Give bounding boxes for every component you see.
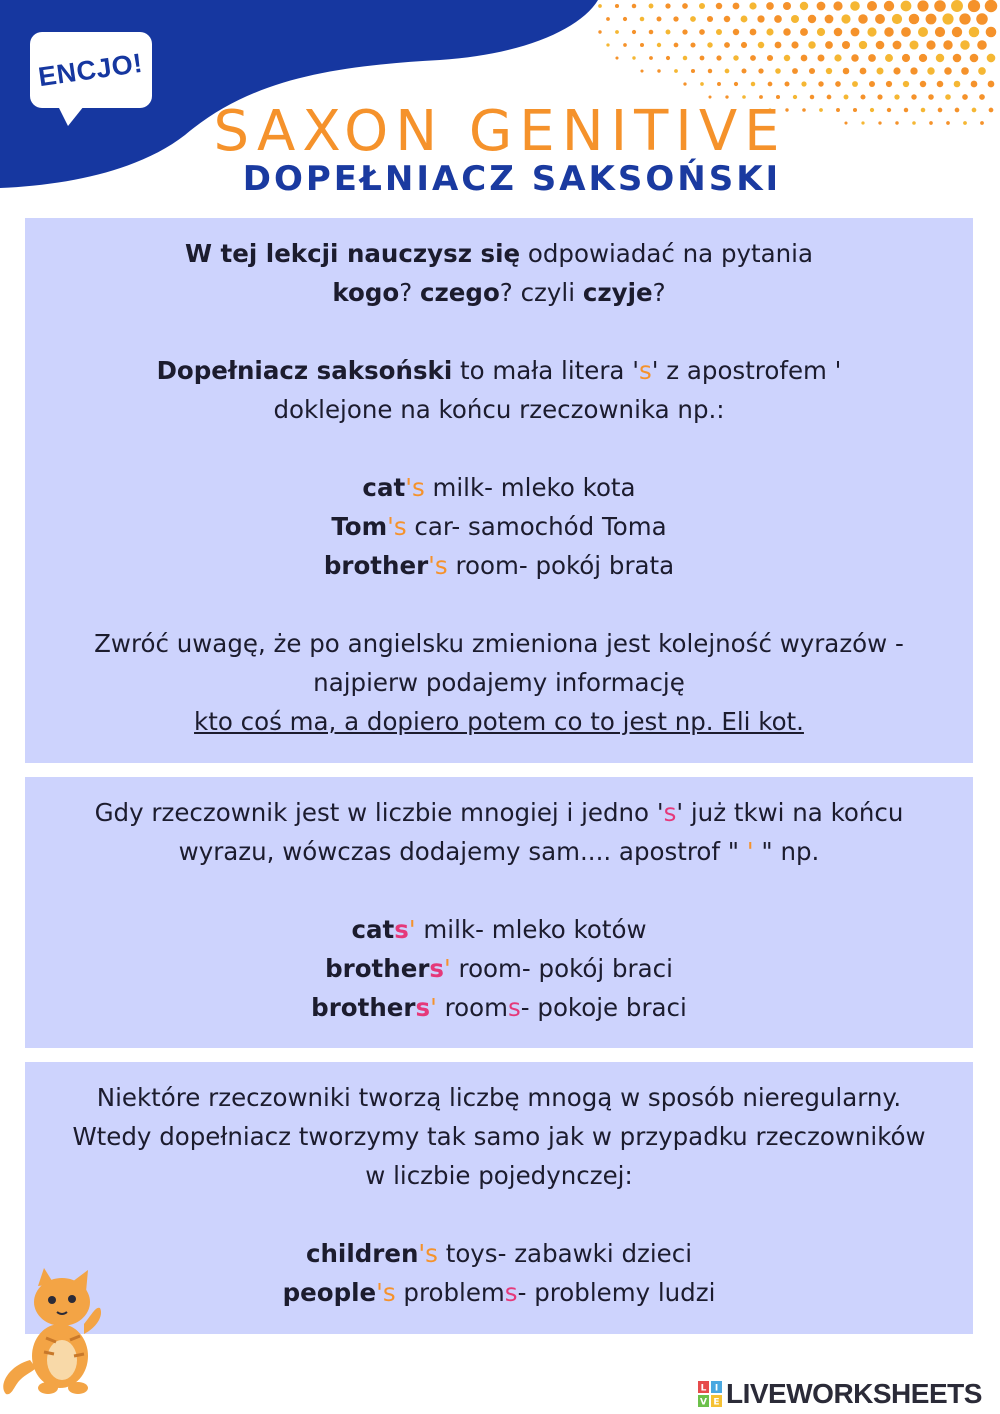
plural-s: s — [429, 954, 444, 983]
decor-dot — [801, 55, 808, 62]
liveworksheets-logo — [698, 1378, 982, 1410]
decor-dot — [666, 30, 671, 35]
decor-dot — [632, 56, 635, 59]
decor-dot — [649, 4, 654, 9]
decor-dot — [724, 16, 731, 23]
page-title: SAXON GENITIVE — [213, 99, 787, 164]
decor-dot — [875, 14, 885, 24]
decor-dot — [793, 95, 797, 99]
cat-eye-right — [68, 1295, 76, 1303]
definition-s-letter: s — [638, 356, 652, 385]
decor-dot — [937, 81, 944, 88]
decor-dot — [818, 81, 823, 86]
example-line — [25, 468, 973, 507]
decor-dot — [606, 17, 610, 21]
example-line — [25, 507, 973, 546]
decor-dot — [903, 81, 909, 87]
decor-dot — [971, 81, 978, 88]
decor-dot — [666, 56, 670, 60]
decor-dot — [961, 67, 969, 75]
decor-dot — [959, 13, 970, 24]
intro-punct: ? — [399, 278, 421, 307]
definition-line-1 — [25, 351, 973, 390]
cat-eye-left — [48, 1296, 56, 1304]
note-line-1: Zwróć uwagę, że po angielsku zmieniona jest kolejność wyrazów - — [94, 629, 904, 658]
example-word: brother — [325, 954, 430, 983]
decor-dot — [978, 67, 986, 75]
decor-dot — [859, 41, 867, 49]
decor-dot — [657, 43, 661, 47]
plural-panel — [25, 777, 973, 1048]
decor-dot — [970, 54, 979, 63]
decor-dot — [969, 27, 980, 38]
decor-dot — [867, 27, 876, 36]
decor-dot — [927, 67, 934, 74]
intro-czyli: ? czyli — [499, 278, 583, 307]
decor-dot — [986, 27, 997, 38]
cat-head — [34, 1278, 90, 1326]
decor-dot — [901, 27, 911, 37]
question-kogo: kogo — [332, 278, 400, 307]
decor-dot — [733, 29, 739, 35]
intro-panel — [25, 218, 973, 763]
definition-text: to mała litera ' — [452, 356, 639, 385]
decor-dot — [673, 16, 678, 21]
liveworksheets-brand: LIVEWORKSHEETS — [726, 1378, 982, 1409]
decor-dot — [741, 68, 746, 73]
block-letter: V — [700, 1397, 707, 1407]
decor-dot — [945, 94, 951, 100]
decor-dot — [920, 81, 926, 87]
decor-dot — [699, 3, 705, 9]
example-line — [25, 1273, 973, 1312]
intro-line-1 — [25, 234, 973, 273]
apostrophe-mark: ' — [746, 837, 754, 866]
decor-dot — [632, 4, 637, 9]
genitive-mark: 's — [376, 1278, 396, 1307]
decor-dot — [852, 81, 858, 87]
cat-foot-left — [38, 1382, 58, 1394]
decor-dot — [860, 94, 865, 99]
decor-dot — [817, 2, 826, 11]
decor-dot — [884, 27, 893, 36]
note-line-3-underlined: kto coś ma, a dopiero potem co to jest np. Eli kot. — [194, 707, 804, 736]
decor-dot — [808, 15, 816, 23]
decor-dot — [953, 54, 962, 63]
block-letter: L — [700, 1383, 707, 1394]
decor-dot — [734, 82, 738, 86]
decor-dot — [834, 54, 841, 61]
decor-dot — [682, 3, 688, 9]
rule-s-letter: s — [663, 798, 677, 827]
example-line — [25, 910, 973, 949]
decor-dot — [758, 42, 765, 49]
decor-dot — [716, 29, 722, 35]
decor-dot — [725, 69, 730, 74]
decor-dot — [877, 68, 884, 75]
plural-rule-line-1 — [25, 793, 973, 832]
decor-dot — [825, 15, 834, 24]
decor-dot — [657, 69, 660, 72]
plural-s: s — [508, 993, 521, 1022]
apostrophe-mark: ' — [444, 954, 451, 983]
decor-dot — [683, 82, 686, 85]
decor-dot — [935, 27, 945, 37]
decor-dot — [850, 1, 860, 11]
decor-dot — [884, 1, 894, 11]
decor-dot — [834, 28, 843, 37]
decor-dot — [827, 95, 832, 100]
irregular-line-2: Wtedy dopełniacz tworzymy tak samo jak w przypadku rzeczowników — [72, 1122, 926, 1151]
example-translation: - pokoje braci — [520, 993, 687, 1022]
decor-dot — [910, 67, 917, 74]
decor-dot — [893, 67, 900, 74]
decor-dot — [766, 28, 773, 35]
rule-text: ' już tkwi na końcu — [676, 798, 904, 827]
decor-dot — [942, 13, 953, 24]
decor-dot — [741, 16, 748, 23]
decor-dot — [826, 68, 832, 74]
decor-dot — [657, 17, 662, 22]
example-line — [25, 949, 973, 988]
decor-dot — [708, 69, 712, 73]
example-noun: room — [436, 993, 508, 1022]
decor-dot — [928, 94, 934, 100]
decor-dot — [841, 14, 850, 23]
decor-dot — [768, 82, 773, 87]
decor-dot — [750, 55, 756, 61]
decor-dot — [606, 43, 609, 46]
decor-dot — [943, 40, 952, 49]
decor-dot — [962, 94, 968, 100]
apostrophe-mark: ' — [408, 915, 416, 944]
definition-line-2: doklejone na końcu rzeczownika np.: — [273, 395, 725, 424]
decor-dot — [691, 69, 695, 73]
question-czego: czego — [420, 278, 500, 307]
intro-text: odpowiadać na pytania — [520, 239, 813, 268]
example-noun: problem — [395, 1278, 505, 1307]
decor-dot — [757, 15, 764, 22]
decor-dot — [886, 81, 892, 87]
plural-s: s — [504, 1278, 518, 1307]
decor-dot — [800, 2, 808, 10]
decor-dot — [833, 1, 842, 10]
decor-dot — [699, 29, 705, 35]
cat-tail — [3, 1360, 36, 1394]
irregular-line-1: Niektóre rzeczowniki tworzą liczbę mnogą w sposób nieregularny. — [96, 1083, 902, 1112]
example-word: Tom — [331, 512, 388, 541]
decor-dot — [919, 54, 927, 62]
example-word: brother — [323, 551, 429, 580]
genitive-mark: 's — [428, 551, 448, 580]
decor-dot — [892, 14, 902, 24]
irregular-line-3: w liczbie pojedynczej: — [365, 1161, 633, 1190]
decor-dot — [791, 15, 799, 23]
decor-dot — [860, 68, 867, 75]
decor-dot — [707, 16, 713, 22]
decor-dot — [858, 14, 868, 24]
decor-dot — [716, 3, 722, 9]
decor-dot — [741, 42, 747, 48]
block-letter: I — [714, 1383, 719, 1394]
decor-dot — [649, 56, 653, 60]
decor-dot — [724, 42, 730, 48]
decor-dot — [682, 29, 687, 34]
encjo-logo — [30, 32, 152, 108]
example-line — [25, 546, 973, 585]
genitive-mark: 's — [405, 473, 425, 502]
decor-dot — [690, 16, 696, 22]
decor-dot — [968, 0, 980, 12]
decor-dot — [951, 0, 963, 12]
liveworksheets-block-icon — [698, 1381, 722, 1407]
decor-dot — [767, 55, 773, 61]
decor-dot — [976, 13, 988, 25]
decor-dot — [911, 94, 916, 99]
rule-text: Gdy rzeczownik jest w liczbie mnogiej i jedno ' — [94, 798, 664, 827]
example-line — [25, 988, 973, 1027]
decor-dot — [801, 81, 806, 86]
definition-text: ' z apostrofem ' — [651, 356, 842, 385]
decor-dot — [683, 56, 688, 61]
decor-dot — [977, 40, 987, 50]
decor-dot — [774, 15, 782, 23]
page-subtitle: DOPEŁNIACZ SAKSOŃSKI — [242, 159, 782, 199]
example-word: cat — [362, 473, 406, 502]
decor-dot — [902, 54, 910, 62]
decor-dot — [885, 54, 893, 62]
example-translation: car- samochód Toma — [406, 512, 667, 541]
example-translation: room- pokój brata — [447, 551, 675, 580]
decor-dot — [598, 4, 602, 8]
note-line-2: najpierw podajemy informację — [313, 668, 685, 697]
decor-dot — [909, 14, 920, 25]
decor-dot — [783, 2, 791, 10]
decor-dot — [952, 27, 962, 37]
genitive-mark: 's — [418, 1239, 438, 1268]
decor-dot — [867, 1, 877, 11]
decor-dot — [615, 30, 619, 34]
intro-line-2 — [25, 273, 973, 312]
decor-dot — [717, 82, 721, 86]
decor-dot — [783, 28, 791, 36]
decor-dot — [825, 41, 833, 49]
decor-dot — [869, 81, 875, 87]
decor-dot — [674, 43, 679, 48]
decor-dot — [700, 82, 704, 86]
example-word: brother — [311, 993, 416, 1022]
decor-dot — [750, 29, 757, 36]
decor-dot — [791, 41, 798, 48]
decor-dot — [640, 69, 643, 72]
example-translation: toys- zabawki dzieci — [437, 1239, 693, 1268]
rule-text: wyrazu, wówczas dodajemy sam.... apostrof " — [178, 837, 747, 866]
decor-dot — [751, 82, 755, 86]
decor-dot — [733, 55, 738, 60]
decor-dot — [936, 54, 944, 62]
decor-dot — [954, 81, 961, 88]
cat-belly — [47, 1340, 77, 1380]
intro-punct: ? — [652, 278, 666, 307]
decor-dot — [835, 81, 841, 87]
intro-bold: W tej lekcji nauczysz się — [184, 239, 521, 268]
decor-dot — [615, 56, 618, 59]
example-word: children — [305, 1239, 419, 1268]
decor-dot — [894, 94, 899, 99]
example-translation: milk- mleko kotów — [415, 915, 647, 944]
plural-s: s — [394, 915, 409, 944]
decor-dot — [766, 2, 774, 10]
decor-dot — [934, 0, 946, 12]
decor-dot — [598, 30, 601, 33]
decor-dot — [665, 3, 670, 8]
definition-term: Dopełniacz saksoński — [156, 356, 453, 385]
example-word: cat — [351, 915, 395, 944]
decor-dot — [876, 41, 885, 50]
decor-dot — [809, 68, 815, 74]
decor-dot — [810, 95, 815, 100]
decor-dot — [842, 41, 850, 49]
decor-dot — [851, 54, 859, 62]
irregular-plural-panel — [25, 1062, 973, 1334]
decor-dot — [893, 41, 902, 50]
decor-dot — [817, 28, 825, 36]
block-letter: E — [713, 1397, 720, 1407]
decor-dot — [808, 41, 815, 48]
decor-dot — [987, 54, 996, 63]
cat-illustration — [0, 1268, 115, 1398]
decor-dot — [775, 68, 781, 74]
decor-dot — [749, 2, 756, 9]
example-translation: milk- mleko kota — [424, 473, 636, 502]
decor-dot — [733, 3, 740, 10]
decor-dot — [868, 54, 876, 62]
plural-s: s — [415, 993, 431, 1022]
decor-dot — [944, 67, 952, 75]
decor-dot — [926, 40, 935, 49]
decor-dot — [844, 95, 849, 100]
decor-dot — [785, 82, 790, 87]
decor-dot — [985, 0, 998, 12]
decor-dot — [649, 30, 654, 35]
apostrophe-mark: ' — [430, 993, 437, 1022]
decor-dot — [800, 28, 808, 36]
decor-dot — [877, 94, 882, 99]
decor-dot — [640, 43, 644, 47]
decor-dot — [843, 68, 850, 75]
decor-dot — [960, 40, 970, 50]
decor-dot — [926, 14, 937, 25]
decor-dot — [792, 68, 798, 74]
decor-dot — [623, 43, 627, 47]
decor-dot — [818, 55, 825, 62]
logo-text: ENCJO! — [36, 47, 146, 92]
decor-dot — [901, 1, 912, 12]
decor-dot — [918, 27, 928, 37]
example-translation: - problemy ludzi — [517, 1278, 716, 1307]
decor-dot — [632, 30, 636, 34]
decor-dot — [623, 17, 627, 21]
decor-dot — [917, 0, 928, 11]
decor-dot — [640, 17, 645, 22]
rule-text: " np. — [753, 837, 820, 866]
decor-dot — [979, 94, 985, 100]
decor-dot — [707, 42, 712, 47]
decor-dot — [700, 56, 705, 61]
decor-dot — [988, 81, 995, 88]
decor-dot — [674, 69, 678, 73]
genitive-mark: 's — [387, 512, 407, 541]
decor-dot — [909, 40, 918, 49]
decor-dot — [851, 28, 860, 37]
plural-rule-line-2 — [25, 832, 973, 871]
decor-dot — [775, 42, 782, 49]
decor-dot — [716, 55, 721, 60]
decor-dot — [784, 55, 790, 61]
question-czyje: czyje — [582, 278, 653, 307]
example-line — [25, 1234, 973, 1273]
example-translation: room- pokój braci — [450, 954, 673, 983]
cat-foot-right — [68, 1382, 88, 1394]
decor-dot — [758, 68, 763, 73]
decor-dot — [615, 4, 619, 8]
example-word: people — [282, 1278, 377, 1307]
decor-dot — [690, 42, 695, 47]
